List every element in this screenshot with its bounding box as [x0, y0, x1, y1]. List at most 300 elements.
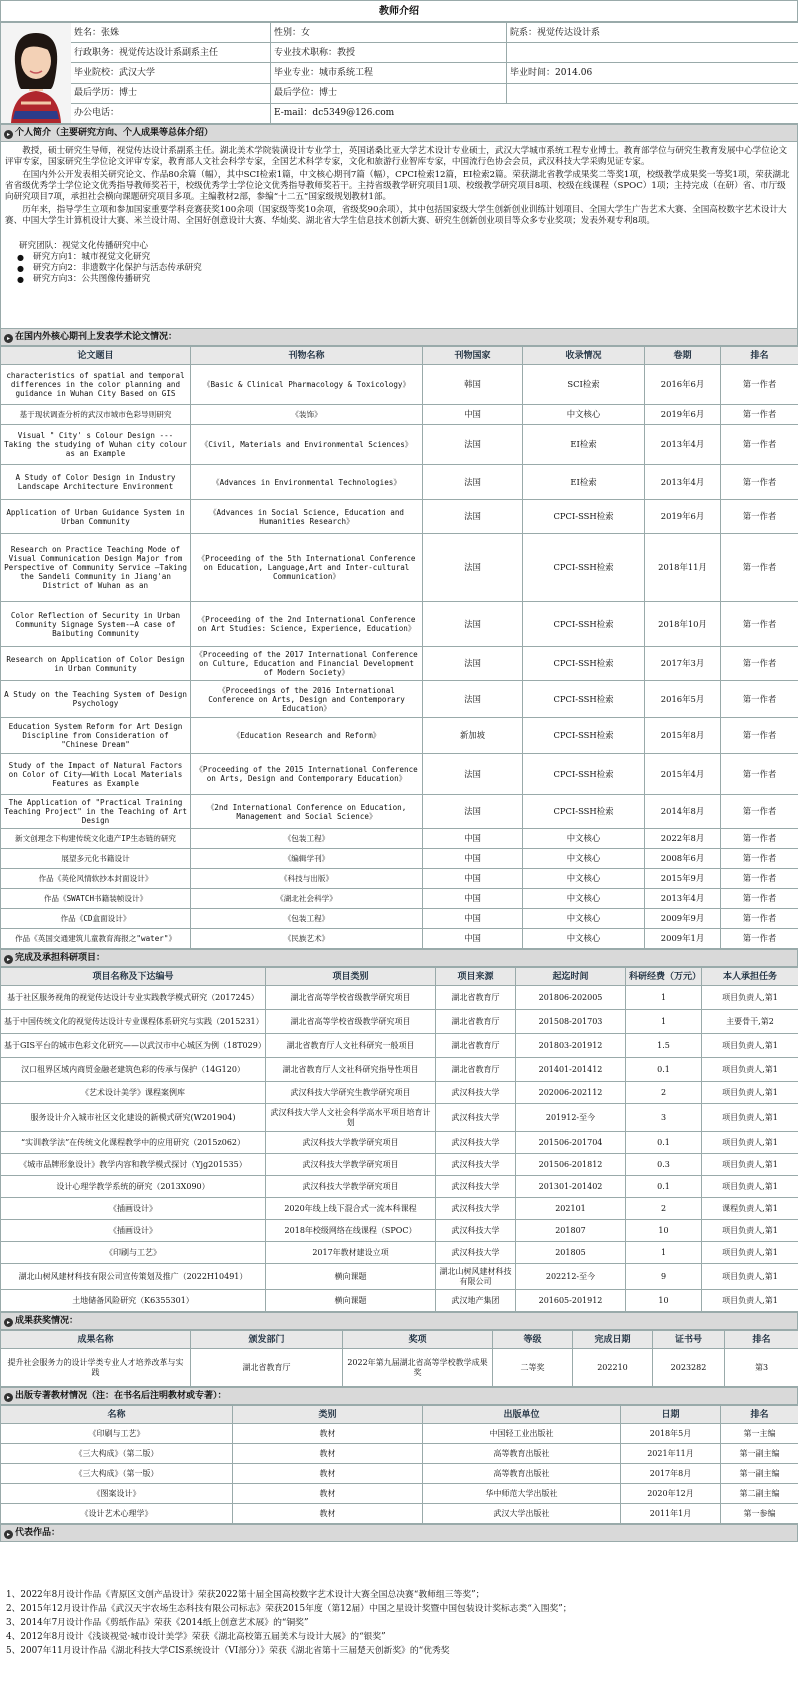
section-books-header: ▸ 出版专著教材情况（注：在书名后注明教材或专著）：	[0, 1387, 798, 1405]
paper-cell: CPCI-SSH检索	[523, 534, 645, 602]
project-cell: 湖北省教育厅	[436, 1010, 516, 1034]
paper-cell: 第一作者	[721, 465, 798, 500]
book-cell: 《图案设计》	[1, 1484, 233, 1504]
project-row	[1, 1242, 798, 1264]
project-cell: 10	[626, 1290, 702, 1312]
paper-row	[1, 909, 798, 929]
paper-cell: 中文核心	[523, 889, 645, 909]
project-row	[1, 1198, 798, 1220]
project-cell: 武汉科技大学	[436, 1176, 516, 1198]
paper-cell: 《Proceedings of the 2016 International Conference on Arts, Design and Contemporary Education》	[191, 681, 423, 718]
paper-cell: 法国	[423, 795, 523, 829]
paper-cell: 2018年11月	[645, 534, 721, 602]
paper-row	[1, 647, 798, 681]
book-header-cell: 类别	[233, 1406, 423, 1424]
paper-cell: 法国	[423, 602, 523, 647]
project-row	[1, 1104, 798, 1132]
project-cell: 武汉科技大学	[436, 1104, 516, 1132]
paper-cell: 中国	[423, 909, 523, 929]
name-field: 姓名：张姝	[71, 23, 271, 43]
bullet-icon: ▸	[4, 1318, 13, 1327]
project-header-cell: 起迄时间	[516, 968, 626, 986]
project-cell: 2	[626, 1198, 702, 1220]
paper-row	[1, 500, 798, 534]
works-item: 2、2015年12月设计作品《武汉天宇农场生态科技有限公司标志》荣获2015年度（第12届）中国之星设计奖暨中国包装设计奖标志类“入围奖”；	[6, 1604, 572, 1614]
degree-field: 最后学位：博士	[271, 83, 507, 103]
paper-cell: 2008年6月	[645, 849, 721, 869]
paper-cell: 中文核心	[523, 929, 645, 949]
paper-cell: The Application of "Practical Training Teaching Project" in the Teaching of Art Design	[1, 795, 191, 829]
project-cell: 课程负责人,第1	[702, 1198, 798, 1220]
paper-cell: 中文核心	[523, 869, 645, 889]
project-cell: 湖北省高等学校省级教学研究项目	[266, 986, 436, 1010]
book-cell: 武汉大学出版社	[423, 1504, 621, 1524]
paper-row	[1, 365, 798, 405]
paper-cell: 《湖北社会科学》	[191, 889, 423, 909]
project-cell: 201805	[516, 1242, 626, 1264]
paper-cell: 中国	[423, 889, 523, 909]
paper-cell: 第一作者	[721, 929, 798, 949]
paper-cell: Research on Practice Teaching Mode of Visual Communication Design Major from Perspective of Community Service —Taking the Sandeli Community in Jiang'an District of Wuhan as an	[1, 534, 191, 602]
paper-cell: 法国	[423, 647, 523, 681]
section-papers-header: ▸ 在国内外核心期刊上发表学术论文情况：	[0, 328, 798, 346]
paper-cell: 第一作者	[721, 647, 798, 681]
project-cell: 《印刷与工艺》	[1, 1242, 266, 1264]
book-row	[1, 1464, 798, 1484]
works-item: 1、2022年8月设计作品《青原区文创产品设计》荣获2022第十届全国高校数字艺术设计大赛全国总决赛“教师组三等奖”；	[6, 1590, 485, 1600]
project-cell: 项目负责人,第1	[702, 986, 798, 1010]
project-row	[1, 1058, 798, 1082]
major-field: 毕业专业：城市系统工程	[271, 63, 507, 83]
paper-cell: 法国	[423, 534, 523, 602]
paper-cell: Visual " City' s Colour Design --- Taking the studying of Wuhan city colour as an Example	[1, 425, 191, 465]
paper-cell: 中国	[423, 405, 523, 425]
book-header-cell: 名称	[1, 1406, 233, 1424]
project-cell: 基于GIS平台的城市色彩文化研究——以武汉市中心城区为例（18T029）	[1, 1034, 266, 1058]
book-cell: 教材	[233, 1444, 423, 1464]
paper-row	[1, 602, 798, 647]
project-cell: 2	[626, 1082, 702, 1104]
project-row	[1, 1220, 798, 1242]
paper-cell: A Study on the Teaching System of Design Psychology	[1, 681, 191, 718]
book-cell: 《印刷与工艺》	[1, 1424, 233, 1444]
paper-cell: 2022年8月	[645, 829, 721, 849]
project-cell: 湖北省教育厅	[436, 1034, 516, 1058]
bullet-icon: ▸	[4, 1530, 13, 1539]
papers-table	[0, 346, 798, 949]
book-row	[1, 1444, 798, 1464]
project-cell: 项目负责人,第1	[702, 1176, 798, 1198]
paper-cell: 2017年3月	[645, 647, 721, 681]
paper-cell: SCI检索	[523, 365, 645, 405]
paper-cell: 2019年6月	[645, 500, 721, 534]
project-cell: 湖北省教育厅人文社科研究一般项目	[266, 1034, 436, 1058]
project-cell: 201401-201412	[516, 1058, 626, 1082]
research-directions-list	[15, 252, 793, 285]
paper-header-cell: 刊物国家	[423, 347, 523, 365]
office-phone-field: 办公电话：	[71, 103, 271, 123]
award-header-cell: 证书号	[653, 1331, 725, 1349]
paper-cell: Study of the Impact of Natural Factors on Color of City——With Local Materials Features as Example	[1, 754, 191, 795]
bullet-icon: ▸	[4, 955, 13, 964]
project-cell: “实训教学法”在传统文化课程教学中的应用研究（2015z062）	[1, 1132, 266, 1154]
paper-cell: 第一作者	[721, 795, 798, 829]
works-item: 5、2007年11月设计作品《湖北科技大学CIS系统设计（VI部分）》荣获《湖北省第十三届楚天创新奖》的“优秀奖	[6, 1646, 450, 1656]
paper-cell: 《Civil, Materials and Environmental Sciences》	[191, 425, 423, 465]
paper-header-cell: 刊物名称	[191, 347, 423, 365]
projects-table	[0, 967, 798, 1312]
project-cell: 202006-202112	[516, 1082, 626, 1104]
award-cell: 二等奖	[493, 1349, 573, 1387]
paper-row	[1, 718, 798, 754]
project-cell: 武汉科技大学	[436, 1242, 516, 1264]
project-cell: 201605-201912	[516, 1290, 626, 1312]
research-direction-item: ● 研究方向2：非遗数字化保护与活态传承研究	[33, 263, 793, 274]
project-row	[1, 1176, 798, 1198]
paper-row	[1, 754, 798, 795]
book-row	[1, 1504, 798, 1524]
paper-cell: 《Proceeding of the 2017 International Conference on Culture, Education and Financial Development of Modern Society》	[191, 647, 423, 681]
paper-cell: 作品《英国交通建筑儿童教育海报之"water"》	[1, 929, 191, 949]
books-table	[0, 1405, 798, 1524]
project-cell: 武汉科技大学教学研究项目	[266, 1132, 436, 1154]
project-cell: 1	[626, 1242, 702, 1264]
book-cell: 高等教育出版社	[423, 1464, 621, 1484]
project-cell: 2018年校级网络在线课程（SPOC）	[266, 1220, 436, 1242]
paper-cell: 《包装工程》	[191, 909, 423, 929]
project-cell: 湖北山树风建材科技有限公司宣传策划及推广（2022H10491）	[1, 1264, 266, 1290]
paper-cell: 2016年6月	[645, 365, 721, 405]
project-cell: 项目负责人,第1	[702, 1290, 798, 1312]
book-cell: 第一参编	[721, 1504, 798, 1524]
paper-cell: 中文核心	[523, 829, 645, 849]
book-header-cell: 日期	[621, 1406, 721, 1424]
book-cell: 2011年1月	[621, 1504, 721, 1524]
paper-header-cell: 收录情况	[523, 347, 645, 365]
project-row	[1, 1082, 798, 1104]
project-cell: 201506-201704	[516, 1132, 626, 1154]
paper-cell: 法国	[423, 681, 523, 718]
paper-cell: 《编辑学刊》	[191, 849, 423, 869]
project-cell: 武汉科技大学人文社会科学高水平项目培育计划	[266, 1104, 436, 1132]
book-cell: 第一副主编	[721, 1444, 798, 1464]
paper-cell: 《Basic & Clinical Pharmacology & Toxicology》	[191, 365, 423, 405]
paper-cell: 2015年4月	[645, 754, 721, 795]
gender-field: 性别：女	[271, 23, 507, 43]
paper-cell: 2014年8月	[645, 795, 721, 829]
project-cell: 横向课题	[266, 1264, 436, 1290]
paper-cell: 第一作者	[721, 500, 798, 534]
project-cell: 湖北省教育厅	[436, 986, 516, 1010]
project-cell: 2017年教材建设立项	[266, 1242, 436, 1264]
paper-header-cell: 论文题目	[1, 347, 191, 365]
research-direction-item: ● 研究方向1：城市视觉文化研究	[33, 252, 793, 263]
paper-cell: 第一作者	[721, 718, 798, 754]
intro-paragraph: 在国内外公开发表相关研究论文、作品80余篇（幅），其中SCI检索1篇，中文核心期刊7篇（幅），CPCI检索12篇，EI检索2篇。荣获湖北省教学成果奖二等奖1项，校级教学成果奖一等奖1项，荣获湖北省省级优秀学士学位论文优秀指导教师奖若干，校级优秀学士学位论文优秀指导教师奖若干。主持省级教学研究项目1项、校级教学研究项目8项、校级在线课程（SPOC）1项；主持完成（在研）省、市厅级向研究项目7项，承担社会横向课题研究项目多项。主编教材2部，参编“十二五”国家级规划教材1部。	[5, 170, 790, 202]
paper-cell: 新文创理念下构建传统文化遗产IP生态链的研究	[1, 829, 191, 849]
intro-body	[0, 142, 798, 328]
paper-cell: 第一作者	[721, 425, 798, 465]
section-projects-header: ▸ 完成及承担科研项目：	[0, 949, 798, 967]
project-cell: 2020年线上线下混合式一流本科课程	[266, 1198, 436, 1220]
book-cell: 教材	[233, 1424, 423, 1444]
paper-cell: CPCI-SSH检索	[523, 795, 645, 829]
paper-cell: 2013年4月	[645, 889, 721, 909]
paper-cell: 第一作者	[721, 365, 798, 405]
paper-row	[1, 929, 798, 949]
research-direction-item: ● 研究方向3：公共图像传播研究	[33, 274, 793, 285]
book-cell: 第一主编	[721, 1424, 798, 1444]
book-header-cell: 出版单位	[423, 1406, 621, 1424]
award-header-cell: 完成日期	[573, 1331, 653, 1349]
paper-cell: 第一作者	[721, 534, 798, 602]
project-cell: 《城市品牌形象设计》教学内容和教学模式探讨（Yjg201535）	[1, 1154, 266, 1176]
project-row	[1, 1034, 798, 1058]
paper-cell: 2019年6月	[645, 405, 721, 425]
project-cell: 1.5	[626, 1034, 702, 1058]
book-cell: 2021年11月	[621, 1444, 721, 1464]
book-cell: 《三大构成》（第二版）	[1, 1444, 233, 1464]
project-row	[1, 1154, 798, 1176]
project-cell: 横向课题	[266, 1290, 436, 1312]
paper-cell: 《Advances in Environmental Technologies》	[191, 465, 423, 500]
project-cell: 项目负责人,第1	[702, 1220, 798, 1242]
paper-cell: 中国	[423, 829, 523, 849]
book-cell: 2018年5月	[621, 1424, 721, 1444]
award-cell: 湖北省教育厅	[191, 1349, 343, 1387]
paper-cell: 第一作者	[721, 405, 798, 425]
email-field[interactable]: E-mail：dc5349@126.com	[271, 103, 798, 123]
project-cell: 0.1	[626, 1176, 702, 1198]
paper-cell: 第一作者	[721, 909, 798, 929]
works-list	[0, 1542, 798, 1658]
award-header-cell: 颁发部门	[191, 1331, 343, 1349]
project-cell: 项目负责人,第1	[702, 1132, 798, 1154]
project-header-cell: 项目来源	[436, 968, 516, 986]
paper-cell: 2013年4月	[645, 425, 721, 465]
project-cell: 0.3	[626, 1154, 702, 1176]
paper-cell: 第一作者	[721, 681, 798, 718]
project-cell: 武汉地产集团	[436, 1290, 516, 1312]
project-cell: 基于中国传统文化的视觉传达设计专业课程体系研究与实践（2015231）	[1, 1010, 266, 1034]
project-header-cell: 项目名称及下达编号	[1, 968, 266, 986]
paper-cell: 《包装工程》	[191, 829, 423, 849]
award-header-cell: 排名	[725, 1331, 798, 1349]
empty-cell	[507, 83, 798, 103]
paper-cell: 《Advances in Social Science, Education and Humanities Research》	[191, 500, 423, 534]
book-cell: 第二副主编	[721, 1484, 798, 1504]
book-header-cell: 排名	[721, 1406, 798, 1424]
paper-cell: Application of Urban Guidance System in Urban Community	[1, 500, 191, 534]
paper-row	[1, 869, 798, 889]
paper-cell: CPCI-SSH检索	[523, 681, 645, 718]
grad-school-field: 毕业院校：武汉大学	[71, 63, 271, 83]
book-cell: 第一副主编	[721, 1464, 798, 1484]
paper-cell: 第一作者	[721, 602, 798, 647]
award-row	[1, 1349, 798, 1387]
book-cell: 《三大构成》（第一版）	[1, 1464, 233, 1484]
paper-cell: EI检索	[523, 425, 645, 465]
project-cell: 10	[626, 1220, 702, 1242]
project-cell: 《插画设计》	[1, 1220, 266, 1242]
project-cell: 主要骨干,第2	[702, 1010, 798, 1034]
works-item: 4、2012年8月设计《浅谈视觉·城市设计美学》荣获《湖北高校第五届美术与设计大展》的“银奖”	[6, 1632, 386, 1642]
paper-cell: 《民族艺术》	[191, 929, 423, 949]
paper-cell: 中国	[423, 929, 523, 949]
paper-cell: characteristics of spatial and temporal differences in the color planning and guidance in Wuhan City Based on GIS	[1, 365, 191, 405]
paper-cell: CPCI-SSH检索	[523, 500, 645, 534]
paper-cell: 中文核心	[523, 909, 645, 929]
bullet-icon: ▸	[4, 334, 13, 343]
project-cell: 项目负责人,第1	[702, 1242, 798, 1264]
book-row	[1, 1484, 798, 1504]
empty-cell	[507, 43, 798, 63]
paper-cell: 法国	[423, 754, 523, 795]
project-cell: 武汉科技大学教学研究项目	[266, 1154, 436, 1176]
project-cell: 202101	[516, 1198, 626, 1220]
project-cell: 湖北山树风建材科技有限公司	[436, 1264, 516, 1290]
paper-cell: 2015年8月	[645, 718, 721, 754]
project-cell: 武汉科技大学研究生教学研究项目	[266, 1082, 436, 1104]
award-cell: 第3	[725, 1349, 798, 1387]
section-awards-header: ▸ 成果获奖情况：	[0, 1312, 798, 1330]
paper-cell: 《2nd International Conference on Education, Management and Social Science》	[191, 795, 423, 829]
paper-row	[1, 889, 798, 909]
paper-cell: 2009年9月	[645, 909, 721, 929]
paper-cell: 作品《英伦风情软抄本封面设计》	[1, 869, 191, 889]
paper-cell: 2018年10月	[645, 602, 721, 647]
paper-cell: 法国	[423, 500, 523, 534]
award-header-cell: 成果名称	[1, 1331, 191, 1349]
book-cell: 2017年8月	[621, 1464, 721, 1484]
paper-cell: 第一作者	[721, 754, 798, 795]
paper-cell: Education System Reform for Art Design Discipline from Consideration of "Chinese Dream"	[1, 718, 191, 754]
paper-cell: 《Proceeding of the 5th International Conference on Education, Language,Art and Inter-cultural Communication》	[191, 534, 423, 602]
project-cell: 设计心理学教学系统的研究（2013X090）	[1, 1176, 266, 1198]
portrait-image	[1, 23, 71, 123]
project-cell: 湖北省教育厅	[436, 1058, 516, 1082]
project-cell: 土地储备风险研究（K6355301）	[1, 1290, 266, 1312]
project-cell: 0.1	[626, 1058, 702, 1082]
book-row	[1, 1424, 798, 1444]
award-cell: 2022年第九届湖北省高等学校教学成果奖	[343, 1349, 493, 1387]
paper-cell: Color Reflection of Security in Urban Community Signage System-—A case of Baibuting Community	[1, 602, 191, 647]
intro-paragraph: 教授，硕士研究生导师，视觉传达设计系副系主任。湖北美术学院装潢设计专业学士，英国诺桑比亚大学艺术设计专业硕士，武汉大学城市系统工程专业博士。教育部学位与研究生教育发展中心学位论文评审专家，国家研究生学位论文评审专家，教育部人文社会科学专家，全国艺术科学专家，文化和旅游行业智库专家，中国流行色协会会员，武汉科技大学采购见证专家。	[5, 146, 788, 167]
project-cell: 项目负责人,第1	[702, 1082, 798, 1104]
project-cell: 武汉科技大学	[436, 1082, 516, 1104]
paper-cell: 中国	[423, 869, 523, 889]
paper-cell: 2009年1月	[645, 929, 721, 949]
paper-cell: 第一作者	[721, 829, 798, 849]
paper-cell: 新加坡	[423, 718, 523, 754]
book-cell: 高等教育出版社	[423, 1444, 621, 1464]
paper-cell: 展望多元化书籍设计	[1, 849, 191, 869]
award-cell: 202210	[573, 1349, 653, 1387]
project-cell: 项目负责人,第1	[702, 1058, 798, 1082]
project-cell: 武汉科技大学	[436, 1220, 516, 1242]
paper-row	[1, 849, 798, 869]
project-cell: 湖北省教育厅人文社科研究指导性项目	[266, 1058, 436, 1082]
project-cell: 项目负责人,第1	[702, 1034, 798, 1058]
book-cell: 教材	[233, 1484, 423, 1504]
paper-cell: A Study of Color Design in Industry Landscape Architecture Environment	[1, 465, 191, 500]
paper-cell: CPCI-SSH检索	[523, 602, 645, 647]
award-cell: 2023282	[653, 1349, 725, 1387]
paper-cell: 中文核心	[523, 405, 645, 425]
bullet-icon: ▸	[4, 130, 13, 139]
book-cell: 2020年12月	[621, 1484, 721, 1504]
paper-cell: 2013年4月	[645, 465, 721, 500]
project-row	[1, 1264, 798, 1290]
book-cell: 华中师范大学出版社	[423, 1484, 621, 1504]
paper-cell: 《Proceeding of the 2015 International Conference on Arts, Design and Contemporary Education》	[191, 754, 423, 795]
project-cell: 201807	[516, 1220, 626, 1242]
project-cell: 服务设计介入城市社区文化建设的新模式研究(W201904)	[1, 1104, 266, 1132]
paper-cell: 中国	[423, 849, 523, 869]
project-row	[1, 1010, 798, 1034]
award-header-cell: 等级	[493, 1331, 573, 1349]
paper-cell: CPCI-SSH检索	[523, 718, 645, 754]
project-cell: 1	[626, 986, 702, 1010]
works-item: 3、2014年7月设计作品《剪纸作品》荣获《2014纸上创意艺术展》的“铜奖”	[6, 1618, 309, 1628]
project-header-cell: 科研经费（万元）	[626, 968, 702, 986]
project-cell: 201803-201912	[516, 1034, 626, 1058]
project-row	[1, 986, 798, 1010]
grad-time-field: 毕业时间：2014.06	[507, 63, 798, 83]
book-cell: 中国轻工业出版社	[423, 1424, 621, 1444]
paper-row	[1, 681, 798, 718]
paper-cell: 第一作者	[721, 849, 798, 869]
project-cell: 201806-202005	[516, 986, 626, 1010]
paper-header-cell: 卷期	[645, 347, 721, 365]
project-row	[1, 1290, 798, 1312]
paper-cell: CPCI-SSH检索	[523, 647, 645, 681]
section-intro-header: ▸ 个人简介（主要研究方向、个人成果等总体介绍）	[0, 124, 798, 142]
paper-cell: 《科技与出版》	[191, 869, 423, 889]
project-cell: 项目负责人,第1	[702, 1104, 798, 1132]
profile-photo	[1, 23, 71, 124]
project-row	[1, 1132, 798, 1154]
project-cell: 201506-201812	[516, 1154, 626, 1176]
project-cell: 《艺术设计美学》课程案例库	[1, 1082, 266, 1104]
education-field: 最后学历：博士	[71, 83, 271, 103]
project-cell: 202212-至今	[516, 1264, 626, 1290]
paper-row	[1, 829, 798, 849]
paper-row	[1, 405, 798, 425]
paper-cell: 法国	[423, 425, 523, 465]
paper-cell: 第一作者	[721, 869, 798, 889]
project-cell: 汉口租界区域内商贸金融老建筑色彩的传承与保护（14G120）	[1, 1058, 266, 1082]
paper-cell: 第一作者	[721, 889, 798, 909]
award-header-cell: 奖项	[343, 1331, 493, 1349]
paper-row	[1, 425, 798, 465]
paper-cell: 作品《CD盒面设计》	[1, 909, 191, 929]
intro-paragraph: 历年来，指导学生立项和参加国家重要学科竞赛获奖100余项（国家级等奖10余项，省级奖90余项），其中包括国家级大学生创新创业训练计划项目、全国大学生广告艺术大赛、全国高校数字艺术设计大赛、中国大学生计算机设计大赛、米兰设计周、全国好创意设计大赛、华灿奖、湖北省大学生信息技术创新大赛、研究生创新创业项目等众多专业奖项；发表外观专利8项。	[5, 205, 787, 226]
section-works-header: ▸ 代表作品：	[0, 1524, 798, 1542]
project-cell: 201301-201402	[516, 1176, 626, 1198]
paper-cell: CPCI-SSH检索	[523, 754, 645, 795]
project-cell: 《插画设计》	[1, 1198, 266, 1220]
book-cell: 教材	[233, 1504, 423, 1524]
paper-cell: 2015年9月	[645, 869, 721, 889]
project-header-cell: 项目类别	[266, 968, 436, 986]
project-cell: 0.1	[626, 1132, 702, 1154]
paper-cell: 基于现状调查分析的武汉市城市色彩导则研究	[1, 405, 191, 425]
paper-row	[1, 465, 798, 500]
paper-cell: 法国	[423, 465, 523, 500]
award-cell: 提升社会服务力的设计学类专业人才培养改革与实践	[1, 1349, 191, 1387]
title-field: 专业技术职称：教授	[271, 43, 507, 63]
